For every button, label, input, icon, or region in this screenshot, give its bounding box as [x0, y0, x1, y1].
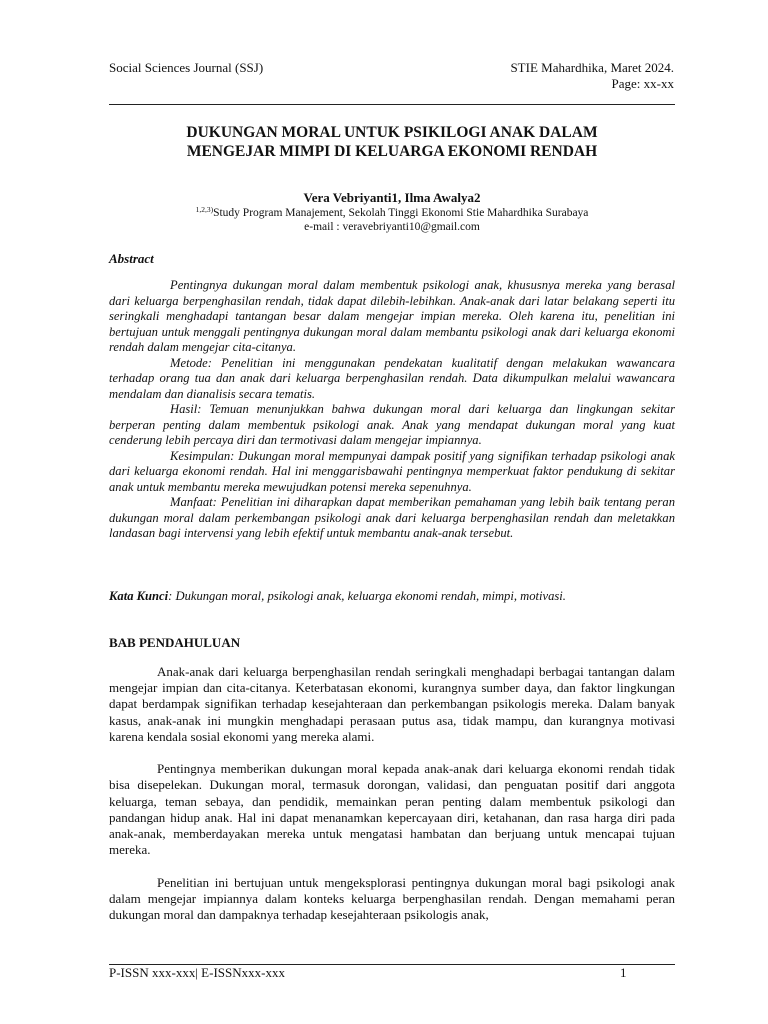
abstract-heading: Abstract: [109, 251, 154, 266]
authors: Vera Vebriyanti1, Ilma Awalya2: [303, 190, 481, 205]
section-body: [109, 664, 675, 939]
page-range: Page: xx-xx: [611, 76, 674, 91]
publisher-date: STIE Mahardhika, Maret 2024.: [510, 60, 674, 75]
keywords: [109, 589, 675, 604]
issn-footer: P-ISSN xxx-xxx| E-ISSNxxx-xxx: [109, 965, 285, 980]
journal-name: Social Sciences Journal (SSJ): [109, 60, 264, 75]
abstract-paragraph: Manfaat: Penelitian ini diharapkan dapat memberikan pemahaman yang lebih baik tentang peran dukungan moral dalam perkembangan psikologi anak dari keluarga berpenghasilan rendah dan meletakkan landasan bagi intervensi yang lebih efektif untuk membantu anak-anak tersebut.: [109, 495, 675, 540]
abstract-paragraph: Kesimpulan: Dukungan moral mempunyai dampak positif yang signifikan terhadap psikologi anak dari keluarga ekonomi rendah. Hal ini menggarisbawahi pentingnya memperkuat faktor pendukung di sekitar anak untuk membantu mereka mewujudkan potensi mereka sepenuhnya.: [109, 448, 675, 494]
title-line-2: MENGEJAR MIMPI DI KELUARGA EKONOMI RENDAH: [186, 143, 598, 160]
abstract-paragraph: Metode: Penelitian ini menggunakan pendekatan kualitatif dengan melakukan wawancara terhadap orang tua dan anak dari keluarga berpenghasilan rendah. Data dikumpulkan melalui wawancara mendalam dan dianalisis secara tematis.: [109, 355, 675, 401]
keywords-label: Kata Kunci: [109, 589, 169, 603]
affiliation: [109, 205, 675, 219]
section-heading: BAB PENDAHULUAN: [109, 635, 241, 650]
page-number: 1: [620, 965, 627, 980]
abstract-body: [109, 278, 675, 542]
affiliation-marker: 1,2,3): [195, 205, 214, 214]
abstract-paragraph: Hasil: Temuan menunjukkan bahwa dukungan moral dari keluarga dan lingkungan sekitar berperan penting dalam membentuk psikologi anak. Anak yang mendapat dukungan moral yang kuat cenderung lebih percaya diri dan termotivasi dalam mengejar impiannya.: [109, 402, 675, 447]
header-rule: [109, 104, 675, 105]
affiliation-text: Study Program Manajement, Sekolah Tinggi Ekonomi Stie Mahardhika Surabaya: [213, 207, 589, 219]
header-right: [510, 60, 674, 92]
body-paragraph: Pentingnya memberikan dukungan moral kepada anak-anak dari keluarga ekonomi rendah tidak bisa disepelekan. Dukungan moral, termasuk dorongan, validasi, dan penguatan positif dari anggota keluarga, teman sebaya, dan pendidik, memainkan peran penting dalam membentuk psikologi dan pandangan hidup anak. Hal ini dapat menanamkan kepercayaan diri, ketahanan, dan rasa harga diri pada anak-anak, memberdayakan mereka untuk mengatasi hambatan dan berjuang untuk mencapai tujuan mereka.: [109, 761, 675, 858]
author-email[interactable]: e-mail : veravebriyanti10@gmail.com: [304, 221, 480, 233]
paper-title: [109, 123, 675, 161]
keywords-text: : Dukungan moral, psikologi anak, keluarga ekonomi rendah, mimpi, motivasi.: [168, 589, 566, 603]
body-paragraph: Anak-anak dari keluarga berpenghasilan rendah seringkali menghadapi berbagai tantangan dalam mengejar impian dan cita-citanya. Keterbatasan ekonomi, kurangnya sumber daya, dan faktor lingkungan dapat berdampak signifikan terhadap kesejahteraan dan perkembangan psikologis mereka. Dalam banyak kasus, anak-anak ini mungkin menghadapi perasaan putus asa, tidak mampu, dan kurangnya motivasi karena kendala sosial ekonomi yang mereka alami.: [109, 664, 675, 744]
abstract-paragraph: Pentingnya dukungan moral dalam membentuk psikologi anak, khususnya mereka yang berasal dari keluarga berpenghasilan rendah, tidak dapat dilebih-lebihkan. Anak-anak dari latar belakang seperti itu seringkali menghadapi tantangan besar dalam mengejar impian mereka. Oleh karena itu, penelitian ini bertujuan untuk menggali pentingnya dukungan moral dalam membantu psikologi anak dari keluarga ekonomi rendah dalam mengejar cita-citanya.: [109, 278, 675, 354]
body-paragraph: Penelitian ini bertujuan untuk mengeksplorasi pentingnya dukungan moral bagi psikologi anak dalam mengejar impiannya dalam konteks keluarga berpenghasilan rendah. Dengan memahami peran dukungan moral dan dampaknya terhadap kesejahteraan psikologis anak,: [109, 874, 675, 923]
title-line-1: DUKUNGAN MORAL UNTUK PSIKILOGI ANAK DALAM: [186, 124, 598, 141]
